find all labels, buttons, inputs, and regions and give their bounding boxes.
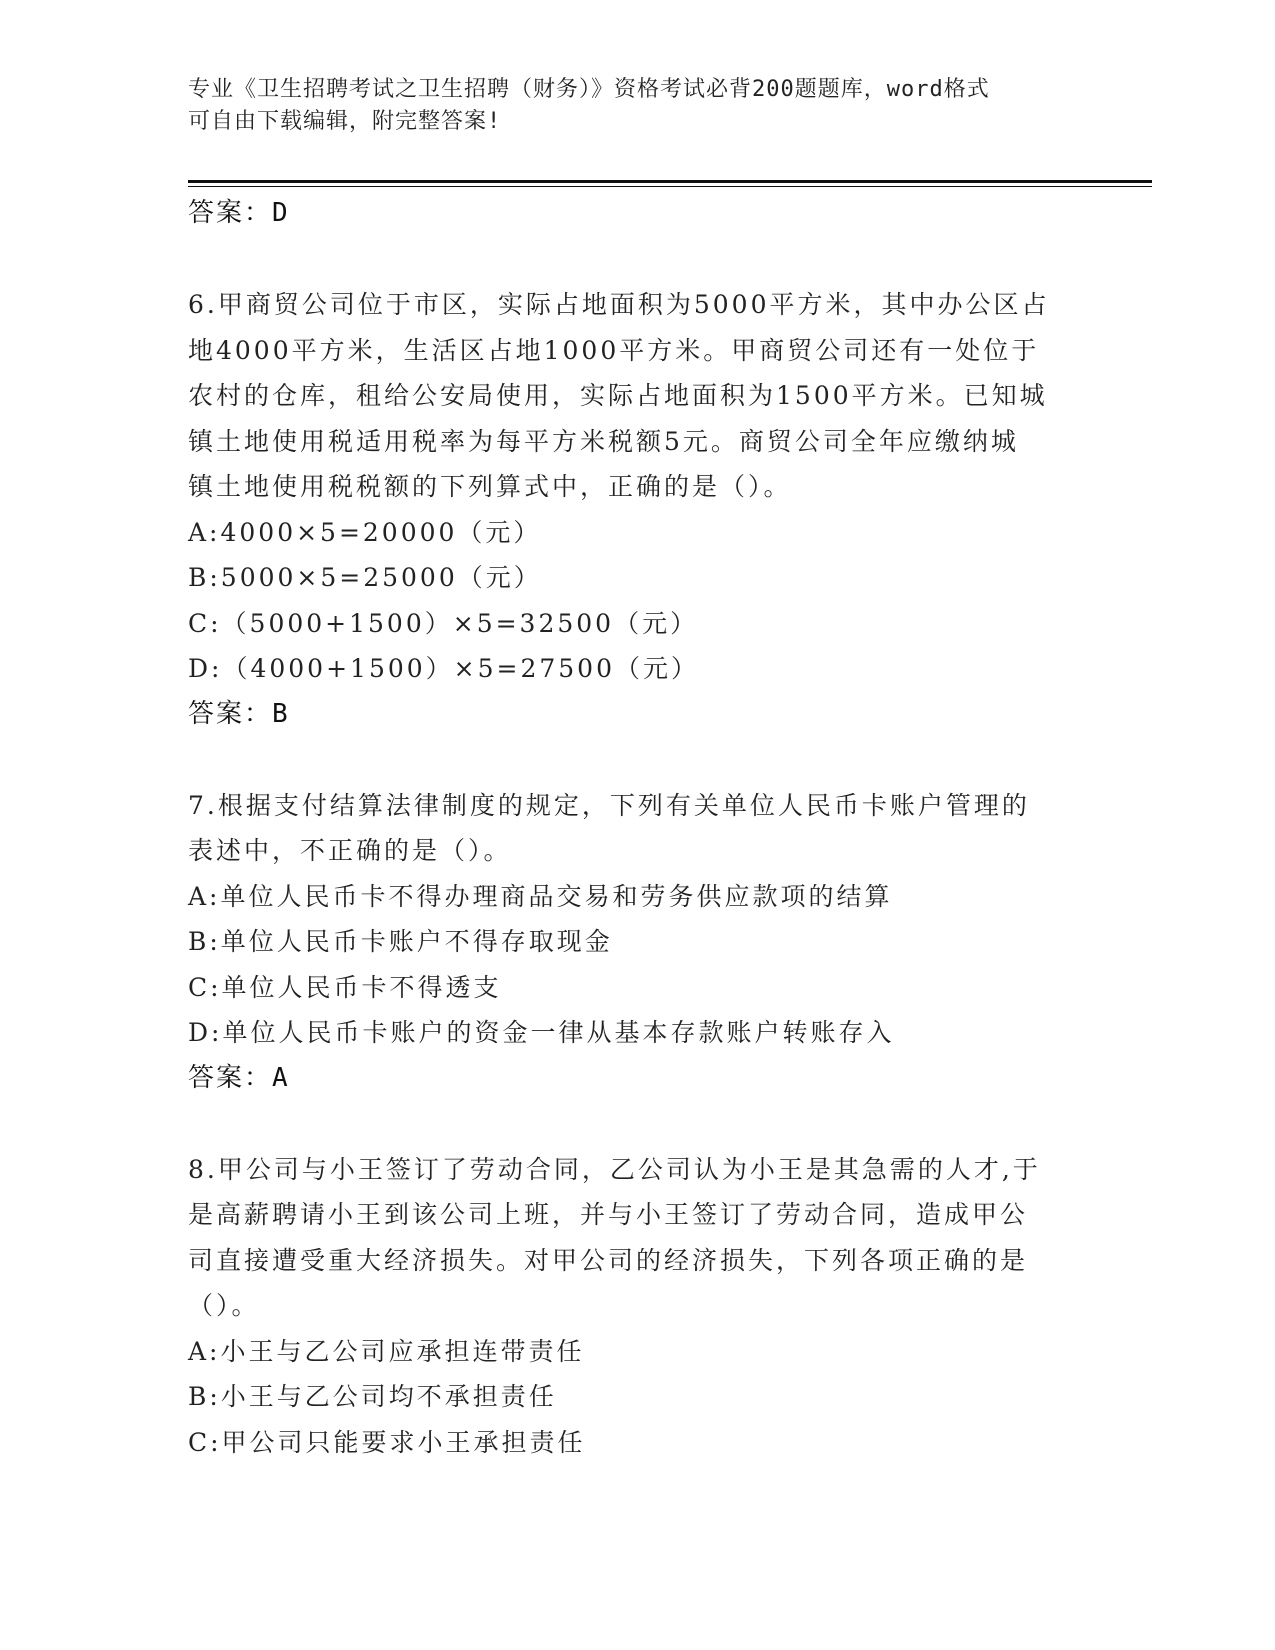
header-divider-thin xyxy=(188,186,1152,187)
question-text-line: 是高薪聘请小王到该公司上班，并与小王签订了劳动合同，造成甲公 xyxy=(188,1200,1029,1229)
document-header xyxy=(188,74,1068,138)
document-body xyxy=(188,191,1088,1465)
answer-label: 答案：A xyxy=(188,1062,290,1093)
question-text-line: 镇土地使用税适用税率为每平方米税额5元。商贸公司全年应缴纳城 xyxy=(188,426,1019,456)
question-text-line: （）。 xyxy=(188,1291,260,1320)
question-text-line: 8.甲公司与小王签订了劳动合同，乙公司认为小王是其急需的人才,于 xyxy=(188,1154,1041,1184)
question-6 xyxy=(188,282,1088,737)
question-text-line: 镇土地使用税税额的下列算式中，正确的是（）。 xyxy=(188,472,792,501)
option-c: C:单位人民币卡不得透支 xyxy=(188,972,502,1002)
spacer xyxy=(188,737,1088,783)
question-7 xyxy=(188,783,1088,1102)
answer-previous-question: 答案：D xyxy=(188,198,290,228)
question-text-line: 司直接遭受重大经济损失。对甲公司的经济损失，下列各项正确的是 xyxy=(188,1245,1029,1275)
answer-label: 答案：B xyxy=(188,698,290,729)
option-a: A:单位人民币卡不得办理商品交易和劳务供应款项的结算 xyxy=(188,881,893,911)
option-b: B:小王与乙公司均不承担责任 xyxy=(188,1382,557,1411)
question-text-line: 6.甲商贸公司位于市区，实际占地面积为5000平方米，其中办公区占 xyxy=(188,290,1050,319)
option-c: C:（5000+1500）×5=32500（元） xyxy=(188,608,699,638)
option-b: B:单位人民币卡账户不得存取现金 xyxy=(188,927,613,956)
question-text-line: 地4000平方米，生活区占地1000平方米。甲商贸公司还有一处位于 xyxy=(188,335,1040,365)
header-line-2: 可自由下载编辑，附完整答案! xyxy=(188,109,502,134)
header-line-1: 专业《卫生招聘考试之卫生招聘（财务）》资格考试必背200题题库，word格式 xyxy=(188,77,990,102)
option-a: A:4000×5=20000（元） xyxy=(188,517,542,547)
question-8 xyxy=(188,1147,1088,1466)
question-text-line: 表述中，不正确的是（）。 xyxy=(188,836,512,865)
question-text-line: 7.根据支付结算法律制度的规定，下列有关单位人民币卡账户管理的 xyxy=(188,790,1030,820)
spacer xyxy=(188,237,1088,283)
spacer xyxy=(188,1101,1088,1147)
header-divider-thick xyxy=(188,180,1152,183)
option-d: D:（4000+1500）×5=27500（元） xyxy=(188,654,699,683)
option-d: D:单位人民币卡账户的资金一律从基本存款账户转账存入 xyxy=(188,1018,895,1047)
question-text-line: 农村的仓库，租给公安局使用，实际占地面积为1500平方米。已知城 xyxy=(188,381,1048,410)
option-c: C:甲公司只能要求小王承担责任 xyxy=(188,1427,586,1457)
option-b: B:5000×5=25000（元） xyxy=(188,563,542,592)
option-a: A:小王与乙公司应承担连带责任 xyxy=(188,1336,585,1366)
